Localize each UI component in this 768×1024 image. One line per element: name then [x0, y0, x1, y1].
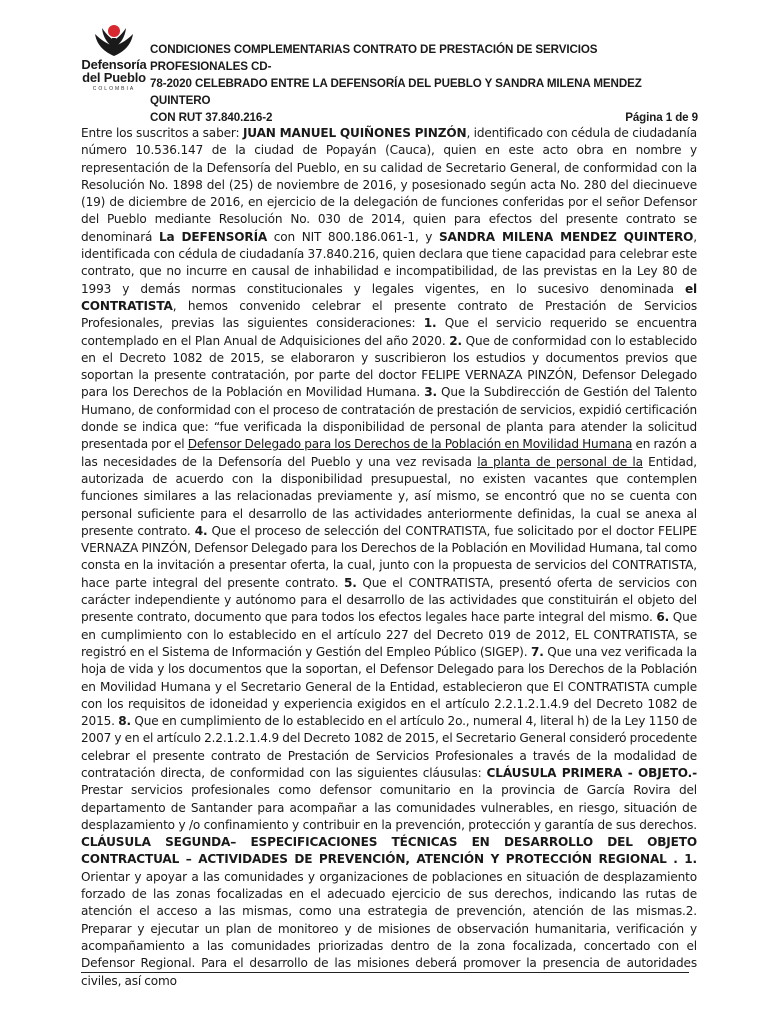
body-text: Que el CONTRATISTA, presentó oferta de servicios con carácter independiente y autónomo para el desarrollo de las actividades que constituirán el objeto del presente contrato, documento que para todos los efectos legales hace parte integral del mismo.	[81, 575, 698, 625]
title-line-3-row	[150, 109, 698, 126]
consideration-number: 2.	[449, 333, 462, 348]
consideration-number: 8.	[118, 714, 131, 729]
document-title	[150, 41, 698, 126]
body-text: Que una vez verificada la hoja de vida y los documentos que la soportan, el Defensor Delegado para los Derechos de la Población en Movilidad Humana y el Secretario General de la Entidad, establecieron que El CONTRATISTA cumple con los requisitos de idoneidad y experiencia exigidos en el artículo 2.2.1.2.1.4.9 del Decreto 1082 de 2015.	[81, 644, 697, 729]
underlined-text: la planta de personal de la	[477, 454, 643, 469]
consideration-number: 3.	[424, 385, 437, 400]
body-text: Entre los suscritos a saber:	[81, 126, 243, 140]
body-text: Entidad, autorizada de acuerdo con la disponibilidad presupuestal, no existen vacantes que contemplen funciones similares a las relacionadas previamente y, así mismo, se encontró que no se cuenta con personal suficiente para el desarrollo de las actividades anteriormente definidas, la cual se anexa al presente contrato.	[81, 454, 697, 538]
body-text: Prestar servicios profesionales como defensor comunitario en la provincia de García Rovira del departamento de Santander para acompañar a las comunidades vulnerables, en riesgo, situación de desplazamiento y /o confinamiento y contribuir en la prevención, protección y garantía de sus derechos.	[81, 783, 697, 832]
consideration-number: 6.	[656, 610, 670, 625]
clause-heading: CLÁUSULA PRIMERA - OBJETO.-	[486, 765, 697, 780]
body-text: Que la Subdirección de Gestión del Talento Humano, de conformidad con el proceso de contratación de prestación de servicios, expidió certificación donde se indica que: “fue verificada la disponibilidad de personal de planta para atender la solicitud presentada por el	[81, 385, 697, 452]
title-line-2: 78-2020 CELEBRADO ENTRE LA DEFENSORÍA DEL PUEBLO Y SANDRA MILENA MENDEZ QUINTERO	[150, 77, 642, 107]
consideration-number: 4.	[194, 523, 208, 538]
body-text: Que en cumplimiento con lo establecido en el artículo 227 del Decreto 019 de 2012, EL CONTRATISTA, se registró en el Sistema de Información y Gestión del Empleo Público (SIGEP).	[81, 610, 697, 659]
consideration-number: 5.	[344, 575, 357, 590]
body-text: Que de conformidad con lo establecido en el Decreto 1082 de 2015, se elaboraron y suscribieron los estudios y documentos previos que soportan la presente contratación, por parte del doctor FELIPE VERNAZA PINZÓN, Defensor Delegado para los Derechos de la Población en Movilidad Humana.	[81, 333, 697, 400]
title-line-1: CONDICIONES COMPLEMENTARIAS CONTRATO DE PRESTACIÓN DE SERVICIOS PROFESIONALES CD-	[150, 43, 598, 73]
defensoria-logo	[78, 22, 150, 102]
consideration-number: 7.	[530, 644, 544, 659]
title-line-3: CON RUT 37.840.216-2	[150, 111, 273, 124]
signatory-name: JUAN MANUEL QUIÑONES PINZÓN	[242, 126, 467, 140]
page-number: Página 1 de 9	[625, 111, 698, 124]
clause-heading: CLÁUSULA SEGUNDA– ESPECIFICACIONES TÉCNICAS EN DESARROLLO DEL OBJETO CONTRACTUAL – ACTIVIDADES DE PREVENCIÓN, ATENCIÓN Y PROTECCIÓN REGIONAL . 1.	[81, 835, 697, 867]
body-text: , identificada con cédula de ciudadanía 37.840.216, quien declara que tiene capacidad para celebrar este contrato, que no incurre en causal de inhabilidad e incompatibilidad, de las previstas en la Ley 80 de 1993 y demás normas constitucionales y legales vigentes, en lo sucesivo denominada	[81, 229, 697, 296]
body-text: Orientar y apoyar a las comunidades y organizaciones de poblaciones en situación de desplazamiento forzado de las zonas focalizadas en el adecuado ejercicio de sus derechos, indicando las rutas de atención el acceso a las mismas, como una estrategia de prevención, atención de las mismas.2. Preparar y ejecutar un plan de monitoreo y de misiones de observación humanitaria, verificación y acompañamiento a las comunidades priorizadas dentro de la zona focalizada, concertado con el Defensor Regional. Para el desarrollo de las misiones deberá promover la presencia de autoridades civiles, así como	[81, 869, 697, 988]
party-defensoria: La DEFENSORÍA	[158, 229, 268, 244]
footer-divider	[81, 972, 689, 973]
party-contratista: el CONTRATISTA	[81, 281, 697, 313]
logo-name-line1: Defensoría	[81, 57, 147, 72]
contractor-name: SANDRA MILENA MENDEZ QUINTERO	[438, 229, 694, 244]
body-text: Que el proceso de selección del CONTRATISTA, fue solicitado por el doctor FELIPE VERNAZA PINZÓN, Defensor Delegado para los Derechos de la Población en Movilidad Humana, tal como consta en la invitación a presentar oferta, la cual, junto con la propuesta de servicios del CONTRATISTA, hace parte integral del presente contrato.	[81, 523, 697, 590]
body-text: , hemos convenido celebrar el presente contrato de Prestación de Servicios Profesionales, previas las siguientes consideraciones:	[81, 298, 697, 331]
body-text: Que en cumplimiento de lo establecido en el artículo 2o., numeral 4, literal h) de la Ley 1150 de 2007 y en el artículo 2.2.1.2.1.4.9 del Decreto 1082 de 2015, el Secretario General consideró procedente celebrar el presente contrato de Prestación de Servicios Profesionales a través de la modalidad de contratación directa, de conformidad con las siguientes cláusulas:	[81, 714, 697, 780]
contract-body	[81, 125, 697, 990]
consideration-number: 1.	[423, 316, 437, 331]
logo-country: COLOMBIA	[92, 86, 136, 92]
page-header	[78, 22, 700, 124]
logo-emblem-icon	[91, 22, 137, 58]
underlined-text: Defensor Delegado para los Derechos de la Población en Movilidad Humana	[187, 437, 633, 452]
body-text: , identificado con cédula de ciudadanía número 10.536.147 de la ciudad de Popayán (Cauca), quien en este acto obra en nombre y representación de la Defensoría del Pueblo, en su calidad de Secretario General, de conformidad con la Resolución No. 1898 del (25) de noviembre de 2016, y posesionado según acta No. 280 del diecinueve (19) de diciembre de 2016, en ejercicio de la delegación de funciones conferidas por el señor Defensor del Pueblo mediante Resolución No. 030 de 2014, quien para efectos del presente contrato se denominará	[81, 126, 698, 244]
body-text: en razón a las necesidades de la Defensoría del Pueblo y una vez revisada	[81, 437, 697, 469]
body-text: con NIT 800.186.061-1, y	[267, 229, 439, 244]
body-text: Que el servicio requerido se encuentra contemplado en el Plan Anual de Adquisiciones del año 2020.	[81, 316, 697, 348]
logo-name-line2: del Pueblo	[82, 70, 146, 85]
